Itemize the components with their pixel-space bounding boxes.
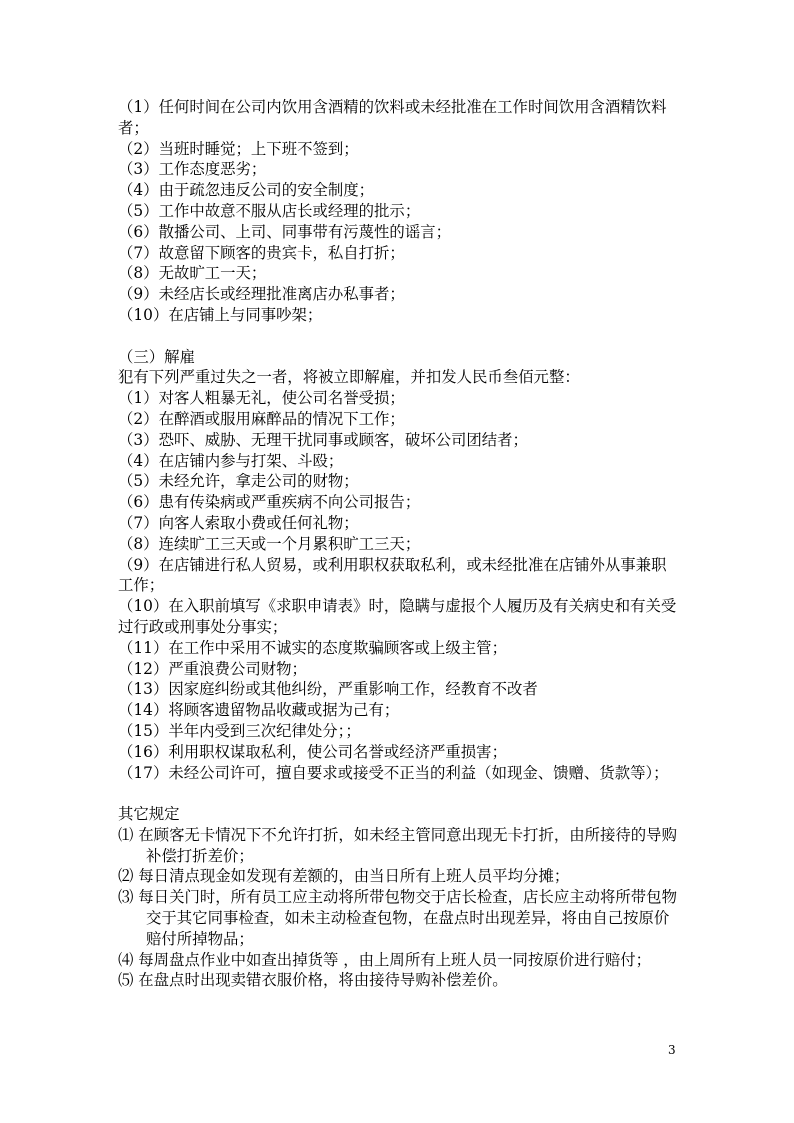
list-item: （6）患有传染病或严重疾病不向公司报告； [118, 493, 421, 512]
list-item: （4）在店铺内参与打架、斗殴； [118, 451, 344, 470]
list-item: （3）工作态度恶劣； [118, 160, 267, 179]
section-heading-dismissal: （三）解雇 [118, 347, 195, 366]
list-item: （7）向客人索取小费或任何礼物； [118, 513, 359, 532]
spacer [118, 783, 678, 804]
list-item: （11）在工作中采用不诚实的态度欺骗顾客或上级主管； [118, 638, 507, 657]
list-item: ⑶ 每日关门时，所有员工应主动将所带包物交于店长检查，店长应主动将所带包物交于其它同事检查，如未主动检查包物，在盘点时出现差异，将由自己按原价赔付所掉物品； [118, 888, 677, 948]
list-item: （1）对客人粗暴无礼，使公司名誉受损； [118, 389, 405, 408]
list-item: ⑵ 每日清点现金如发现有差额的，由当日所有上班人员平均分摊； [118, 867, 570, 886]
section-heading-other: 其它规定 [118, 805, 180, 824]
list-item: （3）恐吓、威胁、无理干扰同事或顾客，破坏公司团结者； [118, 430, 528, 449]
page-number: 3 [668, 1043, 676, 1057]
list-item: （9）未经店长或经理批准离店办私事者； [118, 285, 405, 304]
list-item: （10）在入职前填写《求职申请表》时，隐瞒与虚报个人履历及有关病史和有关受过行政或刑事处分事实； [118, 597, 677, 636]
list-item: （10）在店铺上与同事吵架； [118, 305, 323, 324]
list-item: （14）将顾客遗留物品收藏或据为己有； [118, 701, 400, 720]
section-intro-dismissal: 犯有下列严重过失之一者，将被立即解雇，并扣发人民币叁佰元整： [118, 368, 580, 387]
list-item: （1）任何时间在公司内饮用含酒精的饮料或未经批准在工作时间饮用含酒精饮料者； [118, 98, 667, 137]
list-item: （9）在店铺进行私人贸易，或利用职权获取私利，或未经批准在店铺外从事兼职工作； [118, 555, 667, 595]
list-item: （8）连续旷工三天或一个月累积旷工三天； [118, 534, 421, 553]
list-item: （2）在醉酒或服用麻醉品的情况下工作； [118, 409, 405, 428]
list-item: （4）由于疏忽违反公司的安全制度； [118, 181, 375, 200]
list-item: ⑴ 在顾客无卡情况下不允许打折，如未经主管同意出现无卡打折，由所接待的导购补偿打折差价； [118, 825, 677, 865]
list-item: （15）半年内受到三次纪律处分；； [118, 721, 361, 740]
list-item: （5）未经允许，拿走公司的财物； [118, 472, 359, 491]
list-item: （2）当班时睡觉；上下班不签到； [118, 139, 359, 158]
list-item: ⑸ 在盘点时出现卖错衣服价格，将由接待导购补偿差价。 [118, 971, 508, 990]
document-body [118, 97, 678, 991]
list-item: ⑷ 每周盘点作业中如查出掉货等 ，由上周所有上班人员一同按原价进行赔付； [118, 950, 652, 969]
list-item: （6）散播公司、上司、同事带有污蔑性的谣言； [118, 222, 451, 241]
list-item: （5）工作中故意不服从店长或经理的批示； [118, 201, 421, 220]
spacer [118, 326, 678, 347]
list-item: （8）无故旷工一天； [118, 264, 267, 283]
list-item: （13）因家庭纠纷或其他纠纷，严重影响工作，经教育不改者 [118, 680, 538, 699]
list-item: （17）未经公司许可，擅自要求或接受不正当的利益（如现金、馈赠、货款等）； [118, 763, 669, 782]
list-item: （7）故意留下顾客的贵宾卡，私自打折； [118, 243, 405, 262]
list-item: （16）利用职权谋取私利，使公司名誉或经济严重损害； [118, 742, 507, 761]
list-item: （12）严重浪费公司财物； [118, 659, 307, 678]
